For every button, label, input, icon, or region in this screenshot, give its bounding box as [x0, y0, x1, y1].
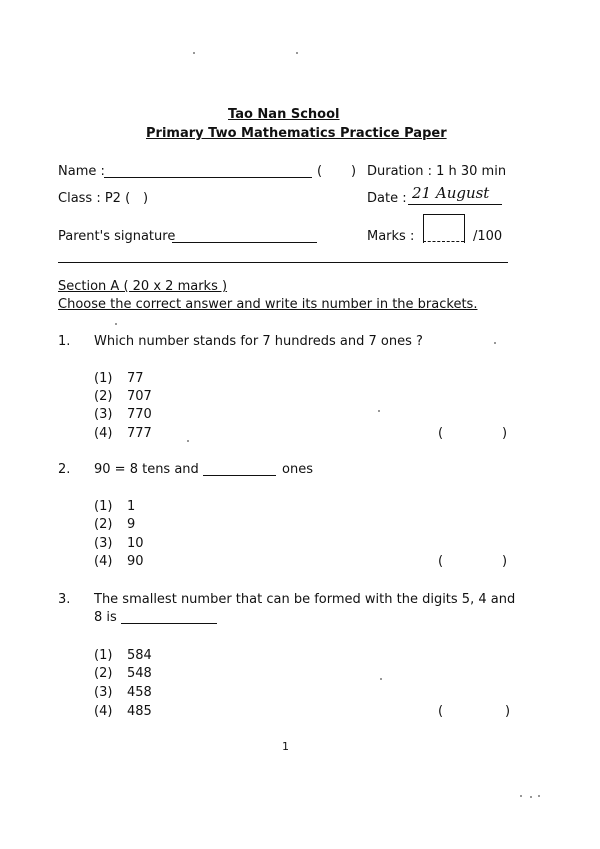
q3-option-1-num: (1): [94, 648, 113, 663]
q3-answer-bracket-close[interactable]: ): [505, 704, 511, 719]
parent-signature-label: Parent's signature: [58, 229, 176, 244]
paper-title: Primary Two Mathematics Practice Paper: [146, 126, 447, 141]
q3-option-1-value: 584: [127, 648, 152, 663]
page-number: 1: [282, 740, 289, 753]
q1-answer-bracket-close[interactable]: ): [502, 426, 508, 441]
name-label: Name :: [58, 164, 105, 179]
date-field-line[interactable]: [408, 204, 502, 205]
q2-option-2-num: (2): [94, 517, 113, 532]
question-3-text-line-2: 8 is: [94, 610, 117, 625]
q1-option-3-num: (3): [94, 407, 113, 422]
name-paren-open: (: [317, 164, 323, 179]
scan-speck: [187, 440, 189, 442]
marks-label: Marks :: [367, 229, 415, 244]
q3-answer-bracket-open[interactable]: (: [438, 704, 444, 719]
q2-answer-bracket-open[interactable]: (: [438, 554, 444, 569]
q3-option-3-num: (3): [94, 685, 113, 700]
marks-box-underline: [423, 241, 464, 242]
q2-option-4-value: 90: [127, 554, 144, 569]
duration-text: Duration : 1 h 30 min: [367, 164, 507, 179]
question-2-blank[interactable]: [203, 475, 276, 476]
q2-option-1-num: (1): [94, 499, 113, 514]
date-label: Date :: [367, 191, 407, 206]
name-field-line[interactable]: [104, 177, 312, 178]
q3-option-2-value: 548: [127, 666, 152, 681]
section-heading: Section A ( 20 x 2 marks ): [58, 279, 228, 294]
question-2-number: 2.: [58, 462, 71, 477]
q2-option-1-value: 1: [127, 499, 136, 514]
class-paren-close: ): [143, 191, 149, 206]
question-1-text: Which number stands for 7 hundreds and 7 ones ?: [94, 334, 423, 349]
q1-option-4-num: (4): [94, 426, 113, 441]
header-divider: [58, 262, 508, 263]
marks-box[interactable]: [423, 214, 465, 243]
q1-answer-bracket-open[interactable]: (: [438, 426, 444, 441]
q2-option-2-value: 9: [127, 517, 136, 532]
q3-option-4-num: (4): [94, 704, 113, 719]
scan-speck: [494, 342, 496, 344]
q2-option-3-value: 10: [127, 536, 144, 551]
scan-speck: [530, 796, 532, 798]
scan-speck: [193, 52, 195, 54]
section-instruction: Choose the correct answer and write its number in the brackets.: [58, 297, 478, 312]
scan-speck: [520, 795, 522, 797]
q3-option-3-value: 458: [127, 685, 152, 700]
school-name: Tao Nan School: [228, 107, 340, 122]
q1-option-3-value: 770: [127, 407, 152, 422]
parent-signature-line[interactable]: [172, 242, 317, 243]
date-handwritten-value: 21 August: [412, 184, 490, 202]
q2-option-4-num: (4): [94, 554, 113, 569]
scan-speck: [378, 410, 380, 412]
scan-speck: [380, 678, 382, 680]
question-3-blank[interactable]: [121, 623, 217, 624]
question-2-text-b: ones: [282, 462, 313, 477]
question-1-number: 1.: [58, 334, 71, 349]
q3-option-2-num: (2): [94, 666, 113, 681]
q1-option-1-value: 77: [127, 371, 144, 386]
marks-total: /100: [473, 229, 503, 244]
question-3-text-line-1: The smallest number that can be formed with the digits 5, 4 and: [94, 592, 516, 607]
q3-option-4-value: 485: [127, 704, 152, 719]
q1-option-2-value: 707: [127, 389, 152, 404]
q2-option-3-num: (3): [94, 536, 113, 551]
scan-speck: [115, 323, 117, 325]
question-2-text-a: 90 = 8 tens and: [94, 462, 199, 477]
scan-speck: [538, 795, 540, 797]
class-label: Class : P2 (: [58, 191, 131, 206]
q1-option-2-num: (2): [94, 389, 113, 404]
q1-option-4-value: 777: [127, 426, 152, 441]
q2-answer-bracket-close[interactable]: ): [502, 554, 508, 569]
scan-speck: [296, 52, 298, 54]
q1-option-1-num: (1): [94, 371, 113, 386]
name-paren-close: ): [351, 164, 357, 179]
question-3-number: 3.: [58, 592, 71, 607]
